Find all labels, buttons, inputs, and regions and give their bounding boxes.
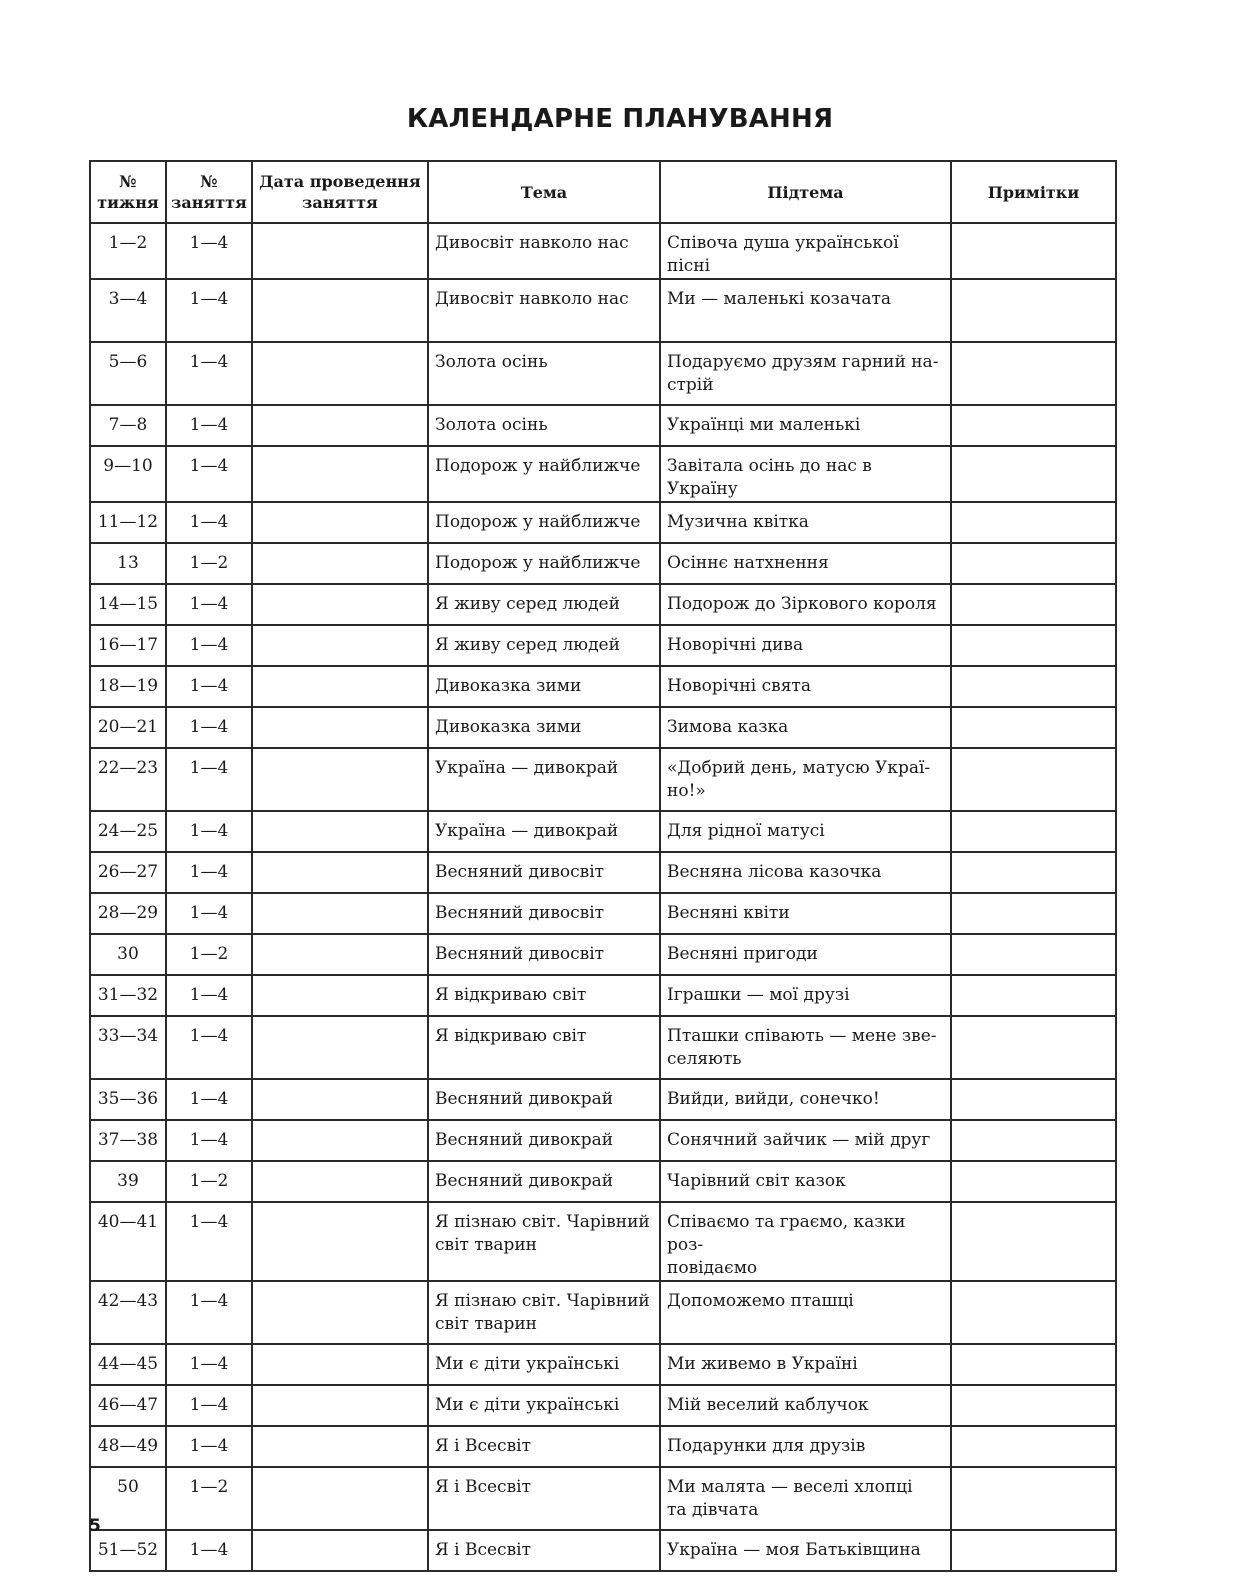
table-row <box>90 1202 1116 1281</box>
cell-date <box>252 666 428 707</box>
table-row <box>90 1281 1116 1344</box>
cell-subtopic-line: Подарунки для друзів <box>667 1436 866 1456</box>
cell-week: 1—2 <box>90 223 166 279</box>
cell-week: 24—25 <box>90 811 166 852</box>
cell-topic <box>428 342 660 405</box>
cell-notes <box>951 1120 1116 1161</box>
cell-lesson: 1—4 <box>166 625 252 666</box>
cell-lesson: 1—4 <box>166 1426 252 1467</box>
header-week-line-2: тижня <box>97 193 159 212</box>
table-row <box>90 1467 1116 1530</box>
cell-topic <box>428 1120 660 1161</box>
cell-lesson: 1—4 <box>166 342 252 405</box>
cell-subtopic-line: Сонячний зайчик — мій друг <box>667 1130 931 1150</box>
cell-subtopic <box>660 1385 951 1426</box>
cell-topic <box>428 279 660 342</box>
cell-subtopic <box>660 625 951 666</box>
cell-subtopic <box>660 975 951 1016</box>
table-row <box>90 1344 1116 1385</box>
cell-subtopic-line: Подаруємо друзям гарний на- <box>667 352 939 372</box>
cell-subtopic <box>660 1530 951 1571</box>
cell-lesson: 1—4 <box>166 666 252 707</box>
cell-subtopic-line: Для рідної матусі <box>667 821 825 841</box>
cell-week: 48—49 <box>90 1426 166 1467</box>
cell-notes <box>951 748 1116 811</box>
header-date-line-2: заняття <box>302 193 378 212</box>
cell-subtopic-line: селяють <box>667 1049 742 1069</box>
table-row <box>90 1426 1116 1467</box>
cell-subtopic-line: Весняні пригоди <box>667 944 818 964</box>
cell-subtopic-line: Осіннє натхнення <box>667 553 829 573</box>
cell-notes <box>951 1426 1116 1467</box>
table-row <box>90 1016 1116 1079</box>
cell-subtopic-line: Весняна лісова казочка <box>667 862 882 882</box>
cell-topic-line: Весняний дивосвіт <box>435 862 605 882</box>
cell-notes <box>951 625 1116 666</box>
cell-topic <box>428 666 660 707</box>
cell-lesson: 1—2 <box>166 543 252 584</box>
table-row <box>90 502 1116 543</box>
table-row <box>90 1161 1116 1202</box>
cell-topic-line: Я пізнаю світ. Чарівний <box>435 1291 650 1311</box>
cell-date <box>252 1281 428 1344</box>
cell-notes <box>951 584 1116 625</box>
cell-subtopic <box>660 1344 951 1385</box>
table-row <box>90 852 1116 893</box>
cell-date <box>252 1344 428 1385</box>
cell-topic-line: Я відкриваю світ <box>435 985 587 1005</box>
cell-lesson: 1—4 <box>166 707 252 748</box>
cell-topic <box>428 1344 660 1385</box>
cell-topic <box>428 223 660 279</box>
cell-date <box>252 1079 428 1120</box>
cell-week: 30 <box>90 934 166 975</box>
cell-topic-line: Подорож у найближче <box>435 456 641 476</box>
cell-subtopic-line: Музична квітка <box>667 512 809 532</box>
cell-topic-line: світ тварин <box>435 1314 537 1334</box>
cell-topic-line: Весняний дивосвіт <box>435 903 605 923</box>
cell-lesson: 1—4 <box>166 893 252 934</box>
cell-subtopic-line: Весняні квіти <box>667 903 790 923</box>
cell-notes <box>951 893 1116 934</box>
cell-subtopic <box>660 1161 951 1202</box>
cell-week: 9—10 <box>90 446 166 502</box>
header-subtopic: Підтема <box>660 161 951 223</box>
cell-notes <box>951 405 1116 446</box>
cell-notes <box>951 852 1116 893</box>
cell-subtopic-line: та дівчата <box>667 1500 759 1520</box>
cell-date <box>252 852 428 893</box>
cell-subtopic <box>660 1202 951 1281</box>
cell-subtopic-line: Зимова казка <box>667 717 789 737</box>
cell-date <box>252 584 428 625</box>
cell-subtopic-line: но!» <box>667 781 706 801</box>
cell-subtopic-line: Новорічні дива <box>667 635 804 655</box>
cell-lesson: 1—4 <box>166 811 252 852</box>
cell-lesson: 1—4 <box>166 1120 252 1161</box>
cell-date <box>252 707 428 748</box>
header-lesson <box>166 161 252 223</box>
cell-week: 50 <box>90 1467 166 1530</box>
cell-date <box>252 502 428 543</box>
cell-subtopic-line: Співаємо та граємо, казки роз- <box>667 1212 906 1255</box>
table-header-row <box>90 161 1116 223</box>
cell-subtopic <box>660 1016 951 1079</box>
cell-subtopic-line: стрій <box>667 375 714 395</box>
cell-topic-line: Україна — дивокрай <box>435 821 619 841</box>
cell-date <box>252 543 428 584</box>
cell-date <box>252 1530 428 1571</box>
cell-week: 22—23 <box>90 748 166 811</box>
table-row <box>90 405 1116 446</box>
table-row <box>90 342 1116 405</box>
cell-subtopic-line: Подорож до Зіркового короля <box>667 594 937 614</box>
calendar-plan-table <box>89 160 1117 1572</box>
cell-lesson: 1—4 <box>166 502 252 543</box>
cell-topic <box>428 707 660 748</box>
cell-subtopic <box>660 405 951 446</box>
cell-subtopic-line: Україна — моя Батьківщина <box>667 1540 921 1560</box>
table-row <box>90 1079 1116 1120</box>
cell-subtopic <box>660 852 951 893</box>
cell-topic-line: Подорож у найближче <box>435 553 641 573</box>
cell-subtopic-line: Новорічні свята <box>667 676 811 696</box>
header-topic: Тема <box>428 161 660 223</box>
cell-week: 5—6 <box>90 342 166 405</box>
cell-date <box>252 1120 428 1161</box>
cell-subtopic <box>660 893 951 934</box>
cell-week: 3—4 <box>90 279 166 342</box>
cell-subtopic <box>660 1079 951 1120</box>
cell-topic <box>428 502 660 543</box>
cell-notes <box>951 1202 1116 1281</box>
cell-week: 20—21 <box>90 707 166 748</box>
cell-week: 39 <box>90 1161 166 1202</box>
cell-date <box>252 405 428 446</box>
cell-notes <box>951 975 1116 1016</box>
cell-notes <box>951 446 1116 502</box>
cell-topic <box>428 446 660 502</box>
cell-topic-line: Весняний дивосвіт <box>435 944 605 964</box>
cell-week: 11—12 <box>90 502 166 543</box>
cell-topic-line: Україна — дивокрай <box>435 758 619 778</box>
cell-subtopic <box>660 666 951 707</box>
table-row <box>90 223 1116 279</box>
cell-week: 31—32 <box>90 975 166 1016</box>
cell-lesson: 1—4 <box>166 1202 252 1281</box>
cell-topic-line: світ тварин <box>435 1235 537 1255</box>
cell-subtopic-line: Пташки співають — мене зве- <box>667 1026 937 1046</box>
header-week-line-1: № <box>119 172 137 191</box>
cell-notes <box>951 223 1116 279</box>
cell-lesson: 1—4 <box>166 1530 252 1571</box>
cell-topic <box>428 1202 660 1281</box>
table-row <box>90 584 1116 625</box>
cell-lesson: 1—4 <box>166 223 252 279</box>
header-lesson-line-2: заняття <box>171 193 247 212</box>
cell-date <box>252 1016 428 1079</box>
cell-topic <box>428 1079 660 1120</box>
cell-subtopic <box>660 543 951 584</box>
table-row <box>90 625 1116 666</box>
cell-lesson: 1—4 <box>166 1344 252 1385</box>
cell-topic-line: Весняний дивокрай <box>435 1089 614 1109</box>
cell-date <box>252 1467 428 1530</box>
cell-date <box>252 342 428 405</box>
cell-topic-line: Я і Всесвіт <box>435 1477 531 1497</box>
cell-topic-line: Дивосвіт навколо нас <box>435 289 629 309</box>
cell-topic-line: Я живу серед людей <box>435 594 620 614</box>
cell-topic <box>428 1016 660 1079</box>
cell-topic-line: Дивоказка зими <box>435 676 582 696</box>
cell-notes <box>951 934 1116 975</box>
cell-week: 40—41 <box>90 1202 166 1281</box>
cell-notes <box>951 543 1116 584</box>
table-row <box>90 748 1116 811</box>
cell-week: 46—47 <box>90 1385 166 1426</box>
cell-date <box>252 1161 428 1202</box>
cell-week: 35—36 <box>90 1079 166 1120</box>
cell-lesson: 1—4 <box>166 1016 252 1079</box>
cell-lesson: 1—4 <box>166 1281 252 1344</box>
cell-topic-line: Дивосвіт навколо нас <box>435 233 629 253</box>
cell-subtopic <box>660 342 951 405</box>
cell-topic <box>428 1426 660 1467</box>
cell-week: 7—8 <box>90 405 166 446</box>
cell-date <box>252 975 428 1016</box>
cell-subtopic <box>660 502 951 543</box>
cell-topic <box>428 811 660 852</box>
cell-subtopic-line: Допоможемо пташці <box>667 1291 854 1311</box>
cell-notes <box>951 1079 1116 1120</box>
cell-topic <box>428 543 660 584</box>
cell-subtopic-line: Вийди, вийди, сонечко! <box>667 1089 880 1109</box>
table-row <box>90 666 1116 707</box>
cell-subtopic-line: Українці ми маленькі <box>667 415 861 435</box>
cell-lesson: 1—4 <box>166 279 252 342</box>
cell-notes <box>951 1530 1116 1571</box>
cell-topic <box>428 1385 660 1426</box>
cell-topic <box>428 625 660 666</box>
cell-subtopic-line: Ми живемо в Україні <box>667 1354 858 1374</box>
cell-lesson: 1—2 <box>166 1467 252 1530</box>
cell-subtopic-line: повідаємо <box>667 1258 758 1278</box>
cell-date <box>252 811 428 852</box>
cell-lesson: 1—4 <box>166 975 252 1016</box>
cell-topic-line: Подорож у найближче <box>435 512 641 532</box>
table-body <box>90 223 1116 1571</box>
cell-week: 28—29 <box>90 893 166 934</box>
cell-subtopic <box>660 811 951 852</box>
cell-topic <box>428 405 660 446</box>
cell-subtopic <box>660 223 951 279</box>
cell-date <box>252 279 428 342</box>
cell-subtopic-line: Ми — маленькі козачата <box>667 289 891 309</box>
cell-subtopic <box>660 1120 951 1161</box>
cell-topic <box>428 1281 660 1344</box>
cell-topic-line: Золота осінь <box>435 352 548 372</box>
cell-notes <box>951 342 1116 405</box>
cell-date <box>252 893 428 934</box>
cell-topic-line: Я живу серед людей <box>435 635 620 655</box>
cell-date <box>252 625 428 666</box>
cell-subtopic <box>660 748 951 811</box>
cell-lesson: 1—4 <box>166 446 252 502</box>
header-date-line-1: Дата проведення <box>259 172 421 191</box>
cell-week: 13 <box>90 543 166 584</box>
cell-lesson: 1—4 <box>166 1079 252 1120</box>
cell-lesson: 1—2 <box>166 934 252 975</box>
cell-notes <box>951 1161 1116 1202</box>
cell-topic <box>428 748 660 811</box>
cell-subtopic-line: Чарівний світ казок <box>667 1171 846 1191</box>
cell-subtopic <box>660 584 951 625</box>
cell-notes <box>951 666 1116 707</box>
cell-topic <box>428 584 660 625</box>
cell-subtopic <box>660 707 951 748</box>
table-row <box>90 446 1116 502</box>
cell-subtopic-line: Ми малята — веселі хлопці <box>667 1477 913 1497</box>
cell-topic <box>428 1467 660 1530</box>
table-row <box>90 934 1116 975</box>
table-row <box>90 811 1116 852</box>
cell-notes <box>951 502 1116 543</box>
cell-topic-line: Ми є діти українські <box>435 1395 620 1415</box>
cell-date <box>252 446 428 502</box>
table-row <box>90 543 1116 584</box>
cell-lesson: 1—2 <box>166 1161 252 1202</box>
cell-subtopic <box>660 934 951 975</box>
cell-subtopic-line: Співоча душа української пісні <box>667 233 899 276</box>
cell-date <box>252 1426 428 1467</box>
cell-topic <box>428 893 660 934</box>
table-row <box>90 1530 1116 1571</box>
table-row <box>90 1385 1116 1426</box>
cell-subtopic <box>660 279 951 342</box>
header-lesson-line-1: № <box>200 172 218 191</box>
table-row <box>90 893 1116 934</box>
cell-notes <box>951 1016 1116 1079</box>
cell-topic-line: Золота осінь <box>435 415 548 435</box>
cell-topic-line: Ми є діти українські <box>435 1354 620 1374</box>
cell-week: 51—52 <box>90 1530 166 1571</box>
cell-week: 33—34 <box>90 1016 166 1079</box>
cell-topic-line: Я і Всесвіт <box>435 1436 531 1456</box>
cell-topic-line: Весняний дивокрай <box>435 1171 614 1191</box>
cell-subtopic-line: Мій веселий каблучок <box>667 1395 869 1415</box>
cell-lesson: 1—4 <box>166 405 252 446</box>
cell-lesson: 1—4 <box>166 748 252 811</box>
cell-notes <box>951 707 1116 748</box>
cell-date <box>252 1202 428 1281</box>
cell-week: 14—15 <box>90 584 166 625</box>
cell-topic-line: Я відкриваю світ <box>435 1026 587 1046</box>
cell-week: 16—17 <box>90 625 166 666</box>
table-row <box>90 279 1116 342</box>
page-title: КАЛЕНДАРНЕ ПЛАНУВАННЯ <box>406 104 834 134</box>
cell-subtopic <box>660 446 951 502</box>
cell-subtopic-line: «Добрий день, матусю Украї- <box>667 758 931 778</box>
cell-topic <box>428 852 660 893</box>
cell-date <box>252 223 428 279</box>
cell-topic-line: Дивоказка зими <box>435 717 582 737</box>
cell-subtopic <box>660 1467 951 1530</box>
cell-date <box>252 1385 428 1426</box>
cell-topic-line: Весняний дивокрай <box>435 1130 614 1150</box>
cell-lesson: 1—4 <box>166 852 252 893</box>
cell-notes <box>951 279 1116 342</box>
table-row <box>90 975 1116 1016</box>
table-row <box>90 1120 1116 1161</box>
cell-topic <box>428 1530 660 1571</box>
header-date <box>252 161 428 223</box>
cell-lesson: 1—4 <box>166 1385 252 1426</box>
cell-date <box>252 934 428 975</box>
cell-week: 44—45 <box>90 1344 166 1385</box>
cell-topic <box>428 975 660 1016</box>
cell-topic-line: Я пізнаю світ. Чарівний <box>435 1212 650 1232</box>
cell-notes <box>951 1344 1116 1385</box>
header-week <box>90 161 166 223</box>
header-notes: Примітки <box>951 161 1116 223</box>
cell-subtopic-line: Завітала осінь до нас в Україну <box>667 456 872 499</box>
cell-topic-line: Я і Всесвіт <box>435 1540 531 1560</box>
cell-date <box>252 748 428 811</box>
cell-week: 42—43 <box>90 1281 166 1344</box>
cell-notes <box>951 1467 1116 1530</box>
cell-week: 26—27 <box>90 852 166 893</box>
cell-subtopic <box>660 1426 951 1467</box>
table-row <box>90 707 1116 748</box>
cell-topic <box>428 1161 660 1202</box>
cell-week: 18—19 <box>90 666 166 707</box>
cell-week: 37—38 <box>90 1120 166 1161</box>
cell-lesson: 1—4 <box>166 584 252 625</box>
cell-subtopic <box>660 1281 951 1344</box>
page-number: 5 <box>89 1516 101 1536</box>
cell-notes <box>951 1281 1116 1344</box>
cell-notes <box>951 1385 1116 1426</box>
cell-topic <box>428 934 660 975</box>
cell-notes <box>951 811 1116 852</box>
cell-subtopic-line: Іграшки — мої друзі <box>667 985 850 1005</box>
